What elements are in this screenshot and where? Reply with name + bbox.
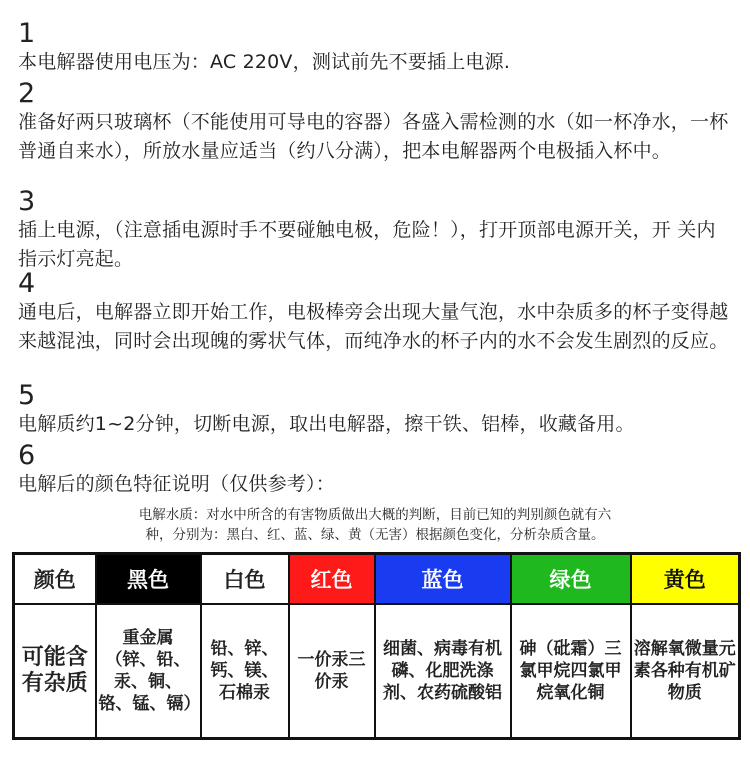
- table-row: [14, 604, 740, 739]
- header-red: 红色: [289, 554, 375, 605]
- row-label-impurities: 可能含有杂质: [14, 604, 96, 739]
- note-line-1: 电解水质：对水中所含的有害物质做出大概的判断，目前已知的判别颜色就有六: [138, 507, 612, 523]
- step-number: 2: [18, 78, 36, 109]
- header-green: 绿色: [511, 554, 631, 605]
- step-text: 电解后的颜色特征说明（仅供参考）：: [18, 473, 335, 495]
- cell-yellow-impurities: 溶解氧微量元素各种有机矿物质: [631, 604, 740, 739]
- header-black: 黑色: [96, 554, 201, 605]
- water-quality-note: [60, 505, 690, 545]
- table-header-row: [14, 554, 740, 605]
- color-legend-table: [12, 552, 741, 740]
- header-blue: 蓝色: [375, 554, 511, 605]
- cell-black-impurities: 重金属（锌、铅、汞、铜、铬、锰、镉）: [96, 604, 201, 739]
- step-number: 1: [18, 18, 36, 49]
- step-text: 电解质约1~2分钟，切断电源，取出电解器，擦干铁、铝棒，收藏备用。: [18, 413, 635, 435]
- step-text: 通电后，电解器立即开始工作，电极棒旁会出现大量气泡，水中杂质多的杯子变得越来越混浊，同时会出现魄的雾状气体，而纯净水的杯子内的水不会发生剧烈的反应。: [18, 301, 729, 352]
- step-text: 插上电源，（注意插电源时手不要碰触电极，危险！），打开顶部电源开关，开 关内指示灯亮起。: [18, 219, 716, 270]
- header-white: 白色: [201, 554, 289, 605]
- cell-red-impurities: 一价汞三价汞: [289, 604, 375, 739]
- header-color: 颜色: [14, 554, 96, 605]
- cell-green-impurities: 砷（砒霜）三氯甲烷四氯甲烷氧化铜: [511, 604, 631, 739]
- step-number: 4: [18, 268, 36, 299]
- step-1: [18, 20, 730, 77]
- step-number: 3: [18, 186, 36, 217]
- step-3: [18, 188, 730, 274]
- step-2: [18, 80, 730, 166]
- step-number: 5: [18, 380, 36, 411]
- step-text: 准备好两只玻璃杯（不能使用可导电的容器）各盛入需检测的水（如一杯净水，一杯普通自来水），所放水量应适当（约八分满），把本电解器两个电极插入杯中。: [18, 111, 729, 162]
- step-6: [18, 442, 730, 499]
- step-5: [18, 382, 730, 439]
- note-line-2: 种，分别为：黑白、红、蓝、绿、黄（无害）根据颜色变化，分析杂质含量。: [145, 527, 605, 543]
- step-4: [18, 270, 730, 356]
- header-yellow: 黄色: [631, 554, 740, 605]
- cell-blue-impurities: 细菌、病毒有机磷、化肥洗涤剂、农药硫酸铝: [375, 604, 511, 739]
- step-text: 本电解器使用电压为：AC 220V，测试前先不要插上电源.: [18, 51, 511, 73]
- step-number: 6: [18, 440, 36, 471]
- cell-white-impurities: 铅、锌、钙、镁、石棉汞: [201, 604, 289, 739]
